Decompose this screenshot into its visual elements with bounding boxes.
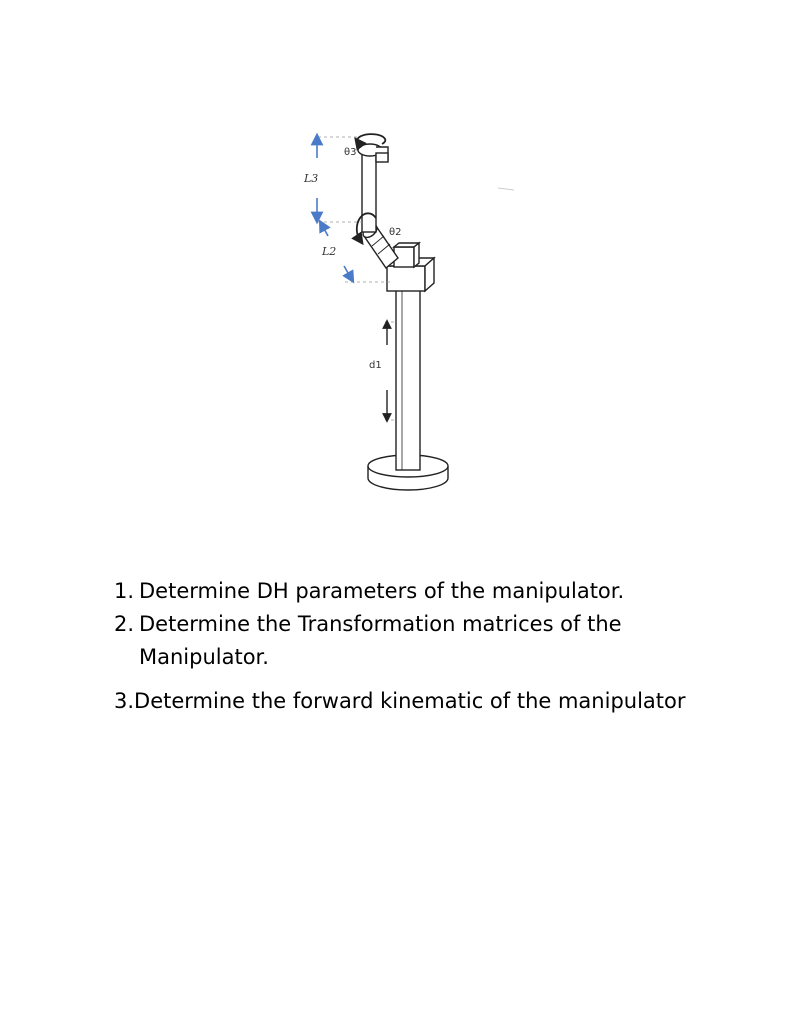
l2-label: L2 <box>322 245 337 258</box>
task-number: 1. <box>114 579 135 603</box>
link-l3 <box>362 152 376 232</box>
stray-mark <box>498 188 514 190</box>
task-number: 2. <box>114 612 135 636</box>
dimension-guide-lines <box>318 137 395 420</box>
task-list <box>114 575 774 718</box>
theta3-label: θ3 <box>344 147 357 158</box>
d1-label: d1 <box>369 360 382 371</box>
task-item-2 <box>114 608 774 674</box>
task-text: Determine the Transformation matrices of the Manipulator. <box>139 612 622 669</box>
theta3-rotation-arrow <box>357 134 385 144</box>
task-item-3 <box>114 685 774 718</box>
joint2-cube <box>394 243 419 267</box>
l3-label: L3 <box>304 172 319 185</box>
theta2-label: θ2 <box>389 227 402 238</box>
task-item-1 <box>114 575 774 608</box>
vertical-column <box>396 290 420 470</box>
task-number: 3. <box>114 689 135 713</box>
task-text: Determine DH parameters of the manipulator. <box>139 579 625 603</box>
task-text: Determine the forward kinematic of the manipulator <box>134 689 686 713</box>
